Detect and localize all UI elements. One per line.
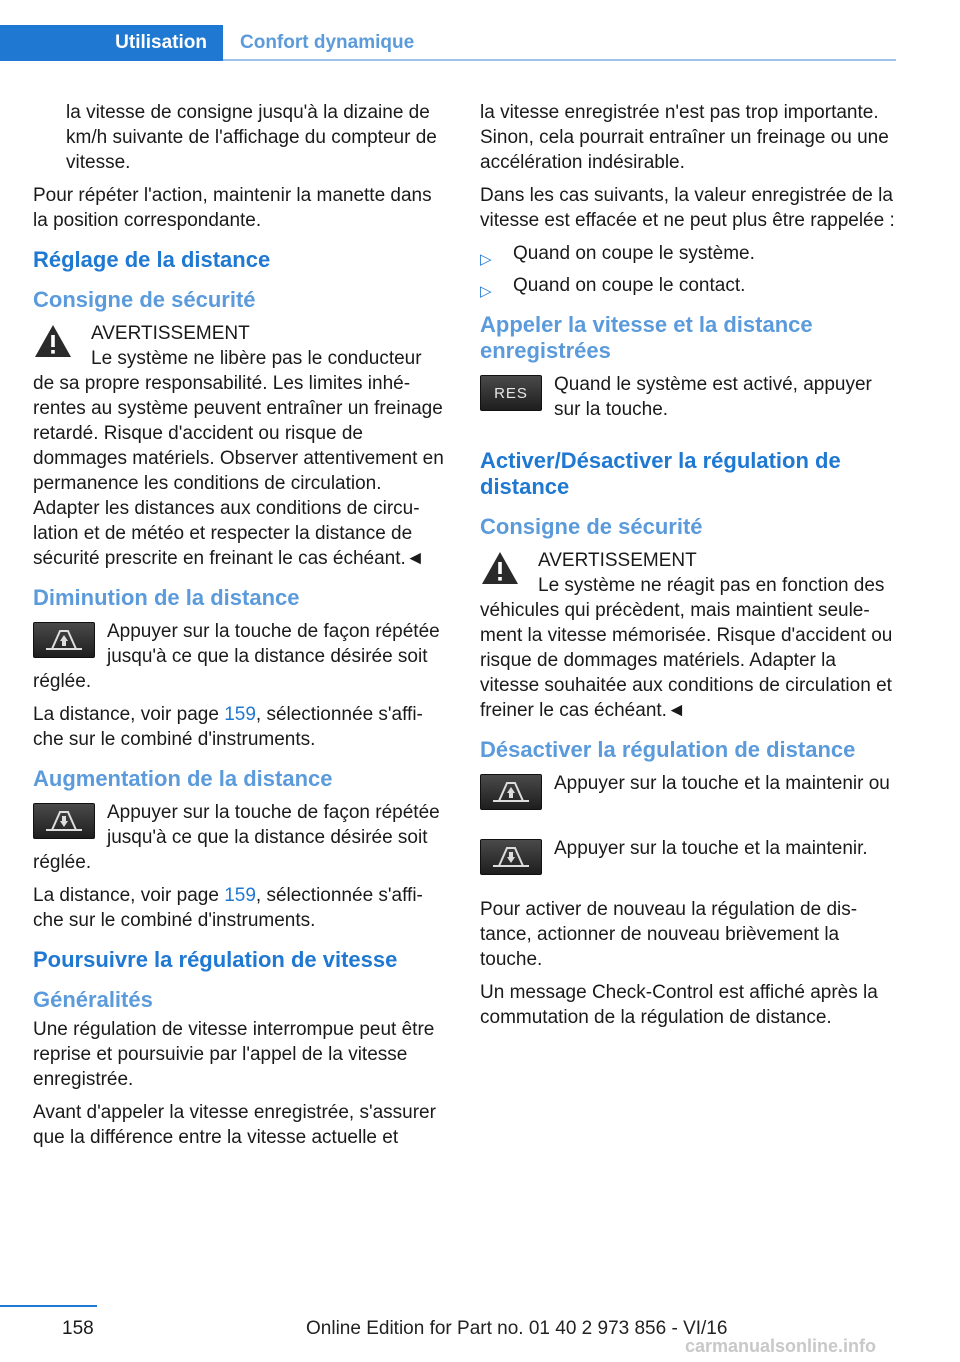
ref-text: , sélectionnée s'affiche sur le combiné d'instruments. bbox=[33, 704, 423, 750]
subsection-heading: Augmentation de la distance bbox=[33, 766, 333, 791]
warning-block bbox=[480, 548, 896, 723]
watermark: carmanualsonline.info bbox=[685, 1336, 877, 1356]
subsection-heading: Désactiver la régulation de distance bbox=[480, 737, 856, 762]
subsection-heading: Consigne de sécurité bbox=[480, 514, 703, 539]
instruction-row bbox=[480, 771, 896, 814]
instruction-text: Appuyer sur la touche et la maintenir ou bbox=[554, 773, 890, 794]
paragraph: la vitesse enregistrée n'est pas trop importante. Sinon, cela pourrait entraîner un freinage ou une accélération indésirable. bbox=[480, 102, 889, 173]
edition-text: Online Edition for Part no. 01 40 2 973 856 - VI/16 bbox=[306, 1318, 728, 1339]
tab-utilisation[interactable]: Utilisation bbox=[0, 25, 223, 61]
instruction-row bbox=[480, 372, 896, 422]
page-number: 158 bbox=[62, 1318, 94, 1339]
left-column bbox=[33, 100, 445, 1158]
paragraph bbox=[33, 883, 445, 933]
instruction-row bbox=[480, 836, 896, 879]
page-link[interactable]: 159 bbox=[224, 885, 256, 906]
warning-triangle-icon bbox=[480, 550, 520, 586]
list-item-text: Quand on coupe le système. bbox=[513, 243, 755, 264]
footer-rule bbox=[0, 1305, 97, 1307]
instruction-text: Appuyer sur la touche de façon répétée jusqu'à ce que la distance désirée soit réglée. bbox=[33, 621, 440, 692]
right-column bbox=[480, 100, 896, 1038]
warning-block bbox=[33, 321, 445, 571]
paragraph: Avant d'appeler la vitesse enregistrée, s'assurer que la différence entre la vitesse actuelle et bbox=[33, 1102, 436, 1148]
paragraph: la vitesse de consigne jusqu'à la dizaine de km/h suivante de l'affichage du compteur de vitesse. bbox=[66, 102, 437, 173]
instruction-text: Quand le système est activé, appuyer sur la touche. bbox=[554, 374, 872, 420]
distance-button-icon bbox=[480, 774, 542, 810]
section-heading: Poursuivre la régulation de vitesse bbox=[33, 947, 398, 972]
warning-text: Le système ne libère pas le conducteur de sa propre responsabilité. Les limites inhérentes au système peuvent entraîner un freinage retardé. Risque d'accident ou risque de dommages matériels. Observer attentivement en permanence les conditions de circulation. Adapter les distances aux conditions de circulation et de météo et respecter la distance de sécurité prescrite en freinant le cas échéant.◄ bbox=[33, 348, 444, 569]
warning-text: Le système ne réagit pas en fonction des véhicules qui précèdent, mais maintient seulement la vitesse mémorisée. Risque d'accident ou risque de dommages matériels. Adapter la vitesse souhaitée aux conditions de circulation et freiner le cas échéant.◄ bbox=[480, 575, 893, 721]
paragraph: Pour activer de nouveau la régulation de distance, actionner de nouveau brièvement la touche. bbox=[480, 899, 858, 970]
paragraph bbox=[33, 702, 445, 752]
ref-text: La distance, voir page bbox=[33, 704, 225, 725]
list-item-text: Quand on coupe le contact. bbox=[513, 275, 746, 296]
list-item bbox=[480, 273, 896, 298]
distance-button-icon bbox=[480, 839, 542, 875]
paragraph: Pour répéter l'action, maintenir la manette dans la position correspondante. bbox=[33, 185, 432, 231]
bullet-triangle-icon: ▷ bbox=[480, 251, 492, 268]
subsection-heading: Appeler la vitesse et la distance enregistrées bbox=[480, 312, 813, 363]
instruction-text: Appuyer sur la touche de façon répétée jusqu'à ce que la distance désirée soit réglée. bbox=[33, 802, 440, 873]
bullet-list bbox=[480, 241, 896, 298]
bullet-triangle-icon: ▷ bbox=[480, 283, 492, 300]
res-button-icon: RES bbox=[480, 375, 542, 411]
instruction-row bbox=[33, 619, 445, 694]
page-header bbox=[0, 0, 960, 66]
instruction-row bbox=[33, 800, 445, 875]
ref-text: La distance, voir page bbox=[33, 885, 225, 906]
instruction-text: Appuyer sur la touche et la maintenir. bbox=[554, 838, 868, 859]
header-rule bbox=[223, 59, 896, 61]
paragraph: Un message Check-Control est affiché après la commutation de la régulation de distance. bbox=[480, 982, 878, 1028]
subsection-heading: Diminution de la distance bbox=[33, 585, 300, 610]
paragraph: Une régulation de vitesse interrompue peut être reprise et poursuivie par l'appel de la vitesse enregistrée. bbox=[33, 1019, 435, 1090]
paragraph: Dans les cas suivants, la valeur enregistrée de la vitesse est effacée et ne peut plus être rappelée : bbox=[480, 185, 895, 231]
distance-decrease-button-icon bbox=[33, 622, 95, 658]
page-link[interactable]: 159 bbox=[224, 704, 256, 725]
section-heading: Activer/Désactiver la régulation de distance bbox=[480, 448, 841, 499]
warning-title: AVERTISSEMENT bbox=[538, 550, 697, 571]
list-item bbox=[480, 241, 896, 266]
section-heading: Réglage de la distance bbox=[33, 247, 271, 272]
warning-triangle-icon bbox=[33, 323, 73, 359]
subsection-heading: Généralités bbox=[33, 987, 153, 1012]
warning-title: AVERTISSEMENT bbox=[91, 323, 250, 344]
subsection-heading: Consigne de sécurité bbox=[33, 287, 256, 312]
ref-text: , sélectionnée s'affiche sur le combiné d'instruments. bbox=[33, 885, 423, 931]
tab-confort-dynamique[interactable]: Confort dynamique bbox=[240, 32, 415, 53]
distance-increase-button-icon bbox=[33, 803, 95, 839]
